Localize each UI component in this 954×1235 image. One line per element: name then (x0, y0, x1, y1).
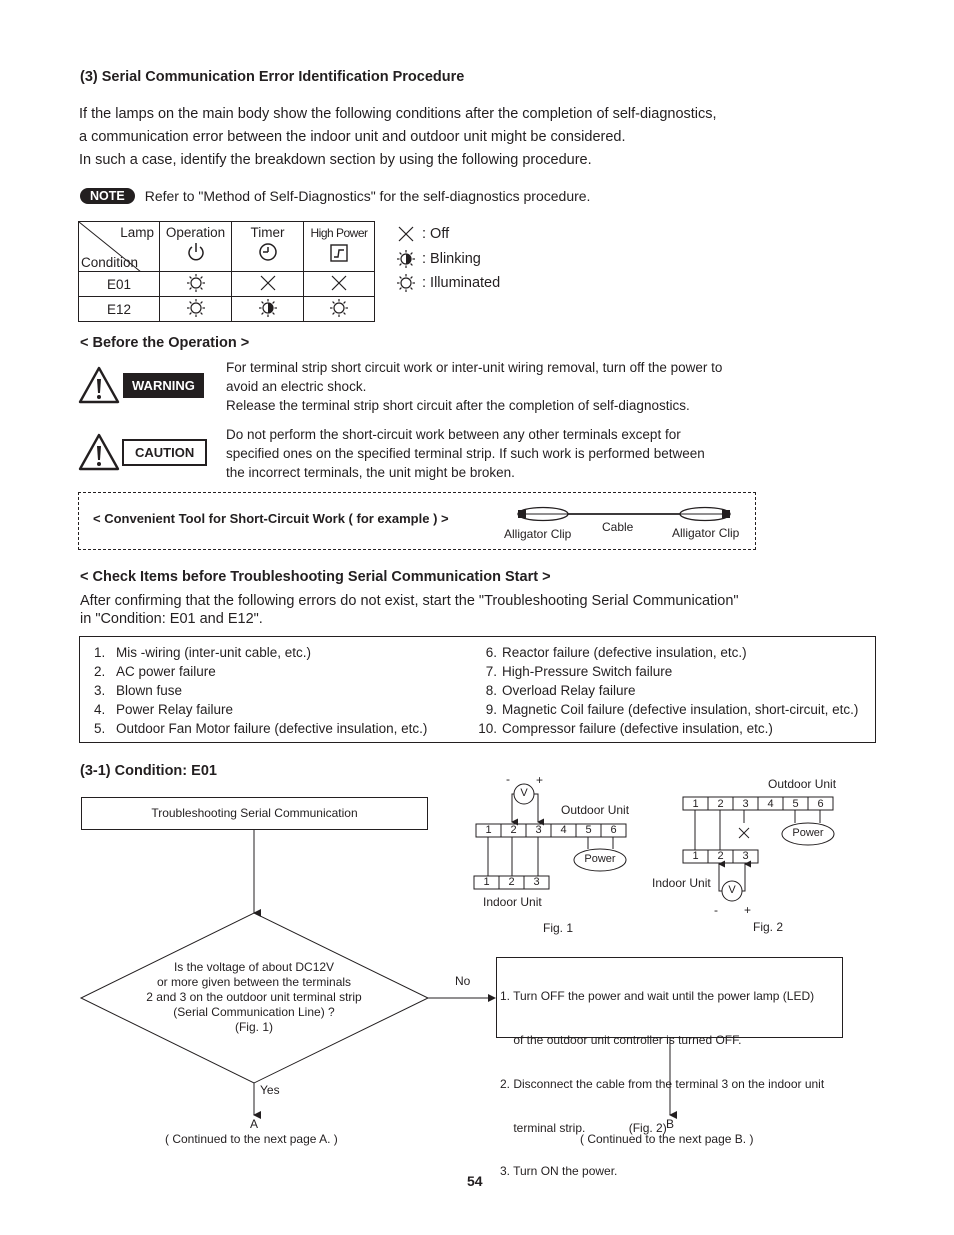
check-items-heading: < Check Items before Troubleshooting Serial Communication Start > (80, 569, 551, 585)
fig2-indoor-label: Indoor Unit (652, 876, 711, 890)
decision-line: (Serial Communication Line) ? (173, 1005, 335, 1019)
cable-label: Cable (602, 520, 634, 534)
header-label: High Power (310, 226, 368, 240)
list-item: 5. Outdoor Fan Motor failure (defective insulation, etc.) (94, 721, 428, 736)
terminal-number: 3 (533, 876, 540, 888)
list-item: 3. Blown fuse (94, 683, 183, 698)
start-box: Troubleshooting Serial Communication (81, 797, 428, 830)
terminal-number: 6 (610, 824, 617, 836)
no-label: No (455, 974, 471, 988)
action-line: 2. Disconnect the cable from the terminal 3 on the indoor unit (500, 1076, 825, 1091)
intro-line: In such a case, identify the breakdown section by using the following procedure. (79, 152, 592, 168)
decision-line: or more given between the terminals (156, 975, 352, 989)
corner-condition-label: Condition (81, 255, 139, 270)
yes-label: Yes (260, 1083, 280, 1097)
left-clip-label: Alligator Clip (504, 527, 572, 541)
list-item: 10. Compressor failure (defective insulation, etc.) (478, 721, 773, 736)
list-item: 9. Magnetic Coil failure (defective insulation, short-circuit, etc.) (485, 702, 859, 717)
end-a-text: ( Continued to the next page A. ) (165, 1132, 338, 1146)
warning-badge: WARNING (123, 373, 204, 398)
terminal-number: 1 (692, 798, 699, 810)
before-operation-heading: < Before the Operation > (80, 335, 250, 351)
terminal-number: 3 (742, 798, 749, 810)
fig2-outdoor-terminals (683, 798, 833, 810)
fig1-power-label: Power (584, 853, 616, 865)
warning-line: Release the terminal strip short circuit after the completion of self-diagnostics. (226, 398, 690, 413)
terminal-number: 1 (485, 824, 492, 836)
terminal-number: 6 (817, 798, 824, 810)
section-heading: (3) Serial Communication Error Identification Procedure (80, 69, 465, 85)
check-intro-line: in "Condition: E01 and E12". (80, 611, 263, 627)
decision-line: 2 and 3 on the outdoor unit terminal strip (146, 990, 362, 1004)
warning-line: For terminal strip short circuit work or inter-unit wiring removal, turn off the power to (226, 360, 723, 375)
check-intro-line: After confirming that the following errors do not exist, start the "Troubleshooting Serial Communication" (80, 593, 739, 609)
fig1-indoor-terminals (474, 876, 549, 888)
fig2-indoor-terminals (683, 850, 758, 862)
intro-line: If the lamps on the main body show the following conditions after the completion of self-diagnostics, (79, 106, 717, 122)
terminal-number: 5 (792, 798, 799, 810)
fig2-plus: + (744, 903, 752, 917)
list-item: 4. Power Relay failure (94, 702, 234, 717)
intro-line: a communication error between the indoor unit and outdoor unit might be considered. (79, 129, 626, 145)
caution-line: specified ones on the specified terminal strip. If such work is performed between (226, 446, 705, 461)
terminal-number: 2 (508, 876, 515, 888)
row-label: E12 (79, 297, 160, 322)
fig1-plus: + (536, 773, 544, 787)
legend-text: : Off (422, 226, 450, 242)
fig1-outdoor-label: Outdoor Unit (561, 803, 630, 817)
header-label: Timer (250, 225, 285, 240)
terminal-number: 4 (560, 824, 567, 836)
action-line: terminal strip. (Fig. 2) (500, 1120, 667, 1135)
action-line: of the outdoor unit controller is turned OFF. (500, 1032, 742, 1047)
end-a-letter: A (249, 1117, 258, 1131)
terminal-number: 3 (742, 850, 749, 862)
fig2-caption: Fig. 2 (753, 920, 784, 934)
header-label: Operation (165, 225, 226, 240)
end-b-text: ( Continued to the next page B. ) (580, 1132, 754, 1146)
terminal-number: 1 (692, 850, 699, 862)
list-item: 2. AC power failure (94, 664, 216, 679)
caution-badge: CAUTION (122, 439, 207, 466)
fig2-minus: - (714, 903, 718, 917)
caution-line: Do not perform the short-circuit work between any other terminals except for (226, 427, 681, 442)
fig1-meter-label: V (520, 787, 528, 799)
terminal-number: 2 (717, 850, 724, 862)
fig1-outdoor-terminals (476, 824, 626, 836)
right-clip-label: Alligator Clip (672, 526, 740, 540)
fig1-minus: - (506, 772, 510, 786)
list-item: 7. High-Pressure Switch failure (485, 664, 673, 679)
action-text (500, 960, 824, 1194)
end-b-letter: B (665, 1117, 674, 1131)
note-text: Refer to "Method of Self-Diagnostics" for the self-diagnostics procedure. (144, 188, 591, 204)
terminal-number: 2 (510, 824, 517, 836)
fig2-meter-label: V (728, 884, 736, 896)
terminal-number: 4 (767, 798, 774, 810)
condition-heading: (3-1) Condition: E01 (80, 763, 217, 779)
legend-text: : Blinking (422, 250, 481, 267)
note-badge: NOTE (80, 188, 135, 204)
fig2-power-label: Power (792, 827, 824, 839)
tool-title: < Convenient Tool for Short-Circuit Work ( for example ) > (93, 511, 449, 526)
list-item: 8. Overload Relay failure (485, 683, 636, 698)
list-item: 1. Mis -wiring (inter-unit cable, etc.) (94, 645, 312, 660)
action-line: 1. Turn OFF the power and wait until the power lamp (LED) (500, 989, 815, 1004)
decision-line: (Fig. 1) (234, 1020, 273, 1034)
fig1-indoor-label: Indoor Unit (483, 895, 542, 909)
corner-lamp-label: Lamp (120, 225, 154, 240)
terminal-number: 3 (535, 824, 542, 836)
list-item: 6. Reactor failure (defective insulation, etc.) (485, 645, 747, 660)
caution-line: the incorrect terminals, the unit might be broken. (226, 465, 515, 480)
decision-line: Is the voltage of about DC12V (173, 960, 335, 974)
page-number: 54 (467, 1173, 483, 1189)
legend-text: : Illuminated (422, 275, 501, 291)
warning-line: avoid an electric shock. (226, 379, 367, 394)
decision-text (120, 960, 388, 1035)
terminal-number: 2 (717, 798, 724, 810)
fig2-outdoor-label: Outdoor Unit (768, 777, 837, 791)
terminal-number: 1 (483, 876, 490, 888)
fig1-caption: Fig. 1 (543, 921, 574, 935)
terminal-number: 5 (585, 824, 592, 836)
row-label: E01 (79, 272, 160, 297)
action-line: 3. Turn ON the power. (500, 1164, 618, 1179)
